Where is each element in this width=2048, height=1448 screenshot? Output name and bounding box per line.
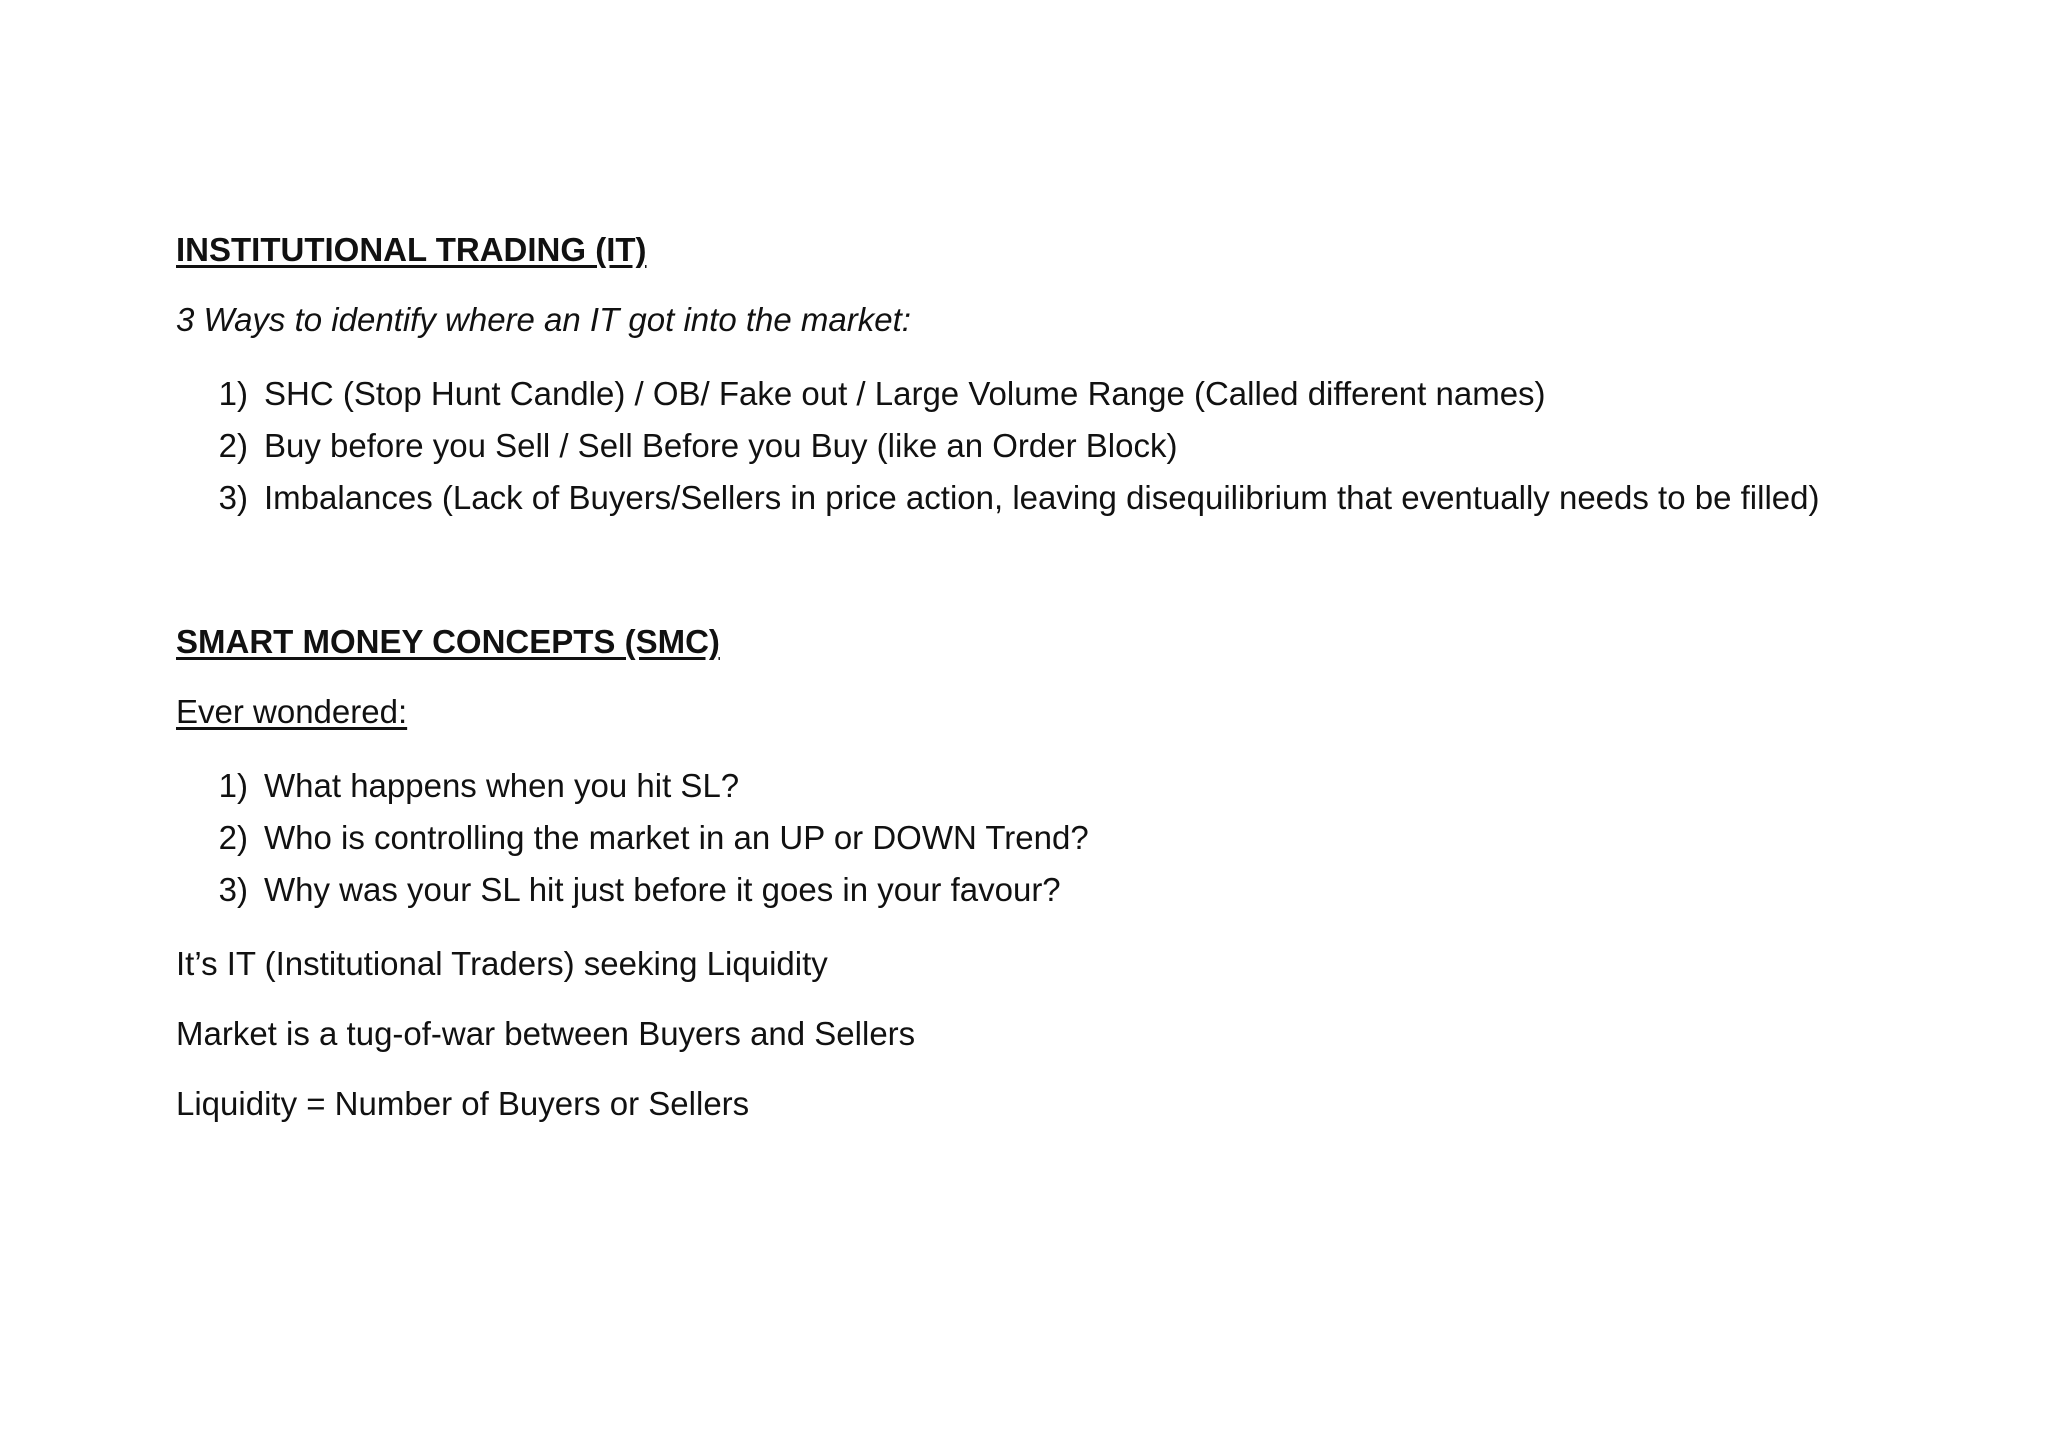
paragraph-it-liquidity: It’s IT (Institutional Traders) seeking Liquidity — [176, 945, 828, 982]
list-item — [176, 864, 1896, 916]
list-item-text: What happens when you hit SL? — [264, 767, 740, 804]
section-institutional-trading — [176, 228, 1896, 524]
list-item-text: SHC (Stop Hunt Candle) / OB/ Fake out / Large Volume Range (Called different names) — [264, 375, 1546, 412]
list-item-text: Who is controlling the market in an UP or DOWN Trend? — [264, 819, 1089, 856]
list-item — [176, 420, 1896, 472]
section-smart-money-concepts — [176, 620, 1896, 1126]
section-subtitle-smc: Ever wondered: — [176, 693, 408, 730]
list-item-number: 3) — [218, 871, 248, 908]
paragraph-liquidity-definition: Liquidity = Number of Buyers or Sellers — [176, 1085, 750, 1122]
section-spacer — [176, 524, 1896, 620]
list-item-number: 2) — [218, 819, 248, 856]
section-heading-it: INSTITUTIONAL TRADING (IT) — [176, 231, 647, 268]
list-item — [176, 812, 1896, 864]
section-heading-smc: SMART MONEY CONCEPTS (SMC) — [176, 623, 720, 660]
list-item-text: Why was your SL hit just before it goes in your favour? — [264, 871, 1061, 908]
list-item-number: 2) — [218, 427, 248, 464]
document-page — [176, 228, 1896, 1126]
list-item — [176, 760, 1896, 812]
list-item-text: Buy before you Sell / Sell Before you Buy (like an Order Block) — [264, 427, 1178, 464]
paragraph-tug-of-war: Market is a tug-of-war between Buyers and Sellers — [176, 1015, 916, 1052]
list-item-number: 1) — [218, 375, 248, 412]
section-subtitle-it: 3 Ways to identify where an IT got into the market: — [176, 301, 911, 338]
numbered-list-it — [176, 368, 1896, 524]
list-item — [176, 472, 1896, 524]
list-item-number: 3) — [218, 479, 248, 516]
numbered-list-smc — [176, 760, 1896, 916]
list-item — [176, 368, 1896, 420]
list-item-text: Imbalances (Lack of Buyers/Sellers in price action, leaving disequilibrium that eventually needs to be filled) — [264, 479, 1820, 516]
list-item-number: 1) — [218, 767, 248, 804]
